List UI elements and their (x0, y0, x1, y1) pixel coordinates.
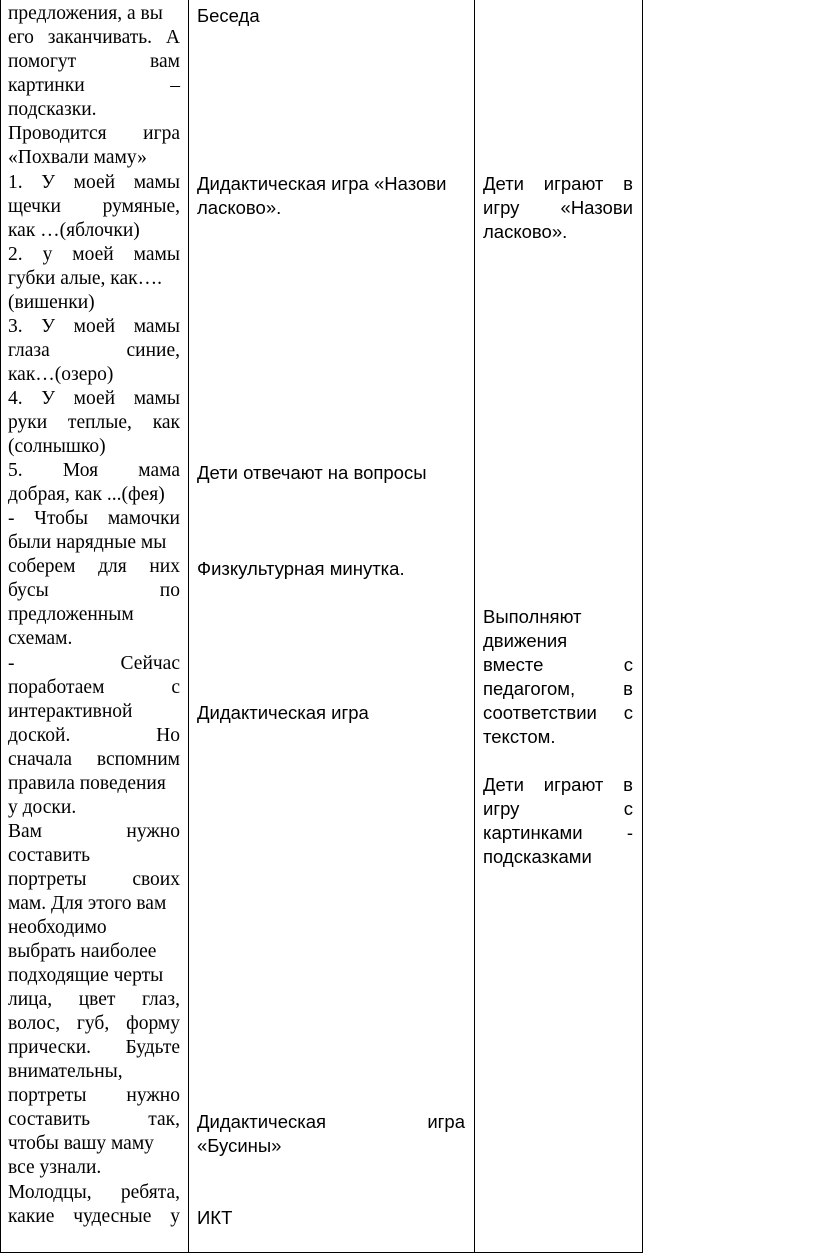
method-didactic-game-2: Дидактическая игра (197, 702, 369, 723)
children-line: педагогом, в (483, 678, 633, 699)
method-ikt: ИКТ (197, 1207, 233, 1228)
col1-line: 2. у моей мамы (8, 244, 180, 265)
col1-line: были нарядные мы (8, 532, 167, 553)
method-didactic-game-3-cont: «Бусины» (197, 1135, 282, 1156)
children-line: вместе с (483, 654, 633, 675)
col1-line: внимательны, (8, 1061, 123, 1082)
col1-line: Молодцы, ребята, (8, 1182, 180, 1203)
col1-line: у доски. (8, 797, 77, 818)
col1-line: прически. Будьте (8, 1037, 180, 1058)
col1-line: - Сейчас (8, 653, 180, 674)
method-physical-minute: Физкультурная минутка. (197, 558, 405, 579)
children-line: Дети играют в (483, 774, 633, 795)
col1-line: мам. Для этого вам (8, 893, 167, 914)
col1-line: выбрать наиболее (8, 941, 157, 962)
method-didactic-game-1-cont: ласково». (197, 197, 282, 218)
col1-line: 5. Моя мама (8, 460, 180, 481)
col1-line: подсказки. (8, 99, 97, 120)
col1-line: (вишенки) (8, 292, 95, 313)
children-line: ласково». (483, 221, 568, 242)
col1-line: предложения, а вы (8, 3, 163, 24)
col1-line: подходящие черты (8, 965, 164, 986)
method-answers: Дети отвечают на вопросы (197, 462, 427, 483)
col1-line: портреты нужно (8, 1085, 180, 1106)
col1-line: его заканчивать. А (8, 27, 180, 48)
col1-line: составить (8, 845, 91, 866)
col1-line: схемам. (8, 628, 73, 649)
col1-line: губки алые, как…. (8, 268, 162, 289)
method-didactic-game-1: Дидактическая игра «Назови (197, 173, 447, 194)
col1-line: как …(яблочки) (8, 220, 140, 241)
col1-line: 1. У моей мамы (8, 172, 180, 193)
children-line: картинками - (483, 822, 633, 843)
col1-line: как…(озеро) (8, 364, 114, 385)
col1-line: глаза синие, (8, 340, 180, 361)
col1-line: составить так, (8, 1109, 180, 1130)
col1-line: бусы по (8, 580, 180, 601)
col1-line: 3. У моей мамы (8, 316, 180, 337)
col1-line: доской. Но (8, 725, 180, 746)
method-didactic-game-3: Дидактическая игра (197, 1111, 465, 1132)
col1-line: помогут вам (8, 51, 180, 72)
method-beseda: Беседа (197, 5, 260, 26)
children-line: игру «Назови (483, 197, 633, 218)
col1-line: необходимо (8, 917, 107, 938)
col1-line: интерактивной (8, 701, 133, 722)
table-border-left (0, 0, 1, 1252)
col1-line: - Чтобы мамочки (8, 508, 180, 529)
table-border-right (642, 0, 643, 1252)
col1-line: поработаем с (8, 677, 180, 698)
children-line: движения (483, 630, 568, 651)
col1-line: Вам нужно (8, 821, 180, 842)
children-line: Выполняют (483, 606, 582, 627)
col1-line: все узнали. (8, 1157, 102, 1178)
children-line: Дети играют в (483, 173, 633, 194)
col1-line: соберем для них (8, 556, 180, 577)
col1-line: чтобы вашу маму (8, 1133, 154, 1154)
col1-line: Проводится игра (8, 123, 180, 144)
col1-line: предложенным (8, 604, 134, 625)
col1-line: лица, цвет глаз, (8, 989, 180, 1010)
col1-line: портреты своих (8, 869, 180, 890)
column-divider-1 (188, 0, 189, 1252)
col1-line: «Похвали маму» (8, 147, 147, 168)
col1-line: какие чудесные у (8, 1206, 180, 1227)
children-line: соответствии с (483, 702, 633, 723)
col1-line: сначала вспомним (8, 749, 180, 770)
col1-line: картинки – (8, 75, 180, 96)
col1-line: добрая, как ...(фея) (8, 484, 165, 505)
table-border-bottom (0, 1252, 643, 1253)
col1-line: руки теплые, как (8, 412, 180, 433)
column-divider-2 (474, 0, 475, 1252)
col1-line: (солнышко) (8, 436, 106, 457)
col1-line: правила поведения (8, 773, 166, 794)
col1-line: щечки румяные, (8, 196, 180, 217)
col1-line: 4. У моей мамы (8, 388, 180, 409)
children-line: подсказками (483, 846, 592, 867)
children-line: игру с (483, 798, 633, 819)
col1-line: волос, губ, форму (8, 1013, 180, 1034)
children-line: текстом. (483, 726, 556, 747)
